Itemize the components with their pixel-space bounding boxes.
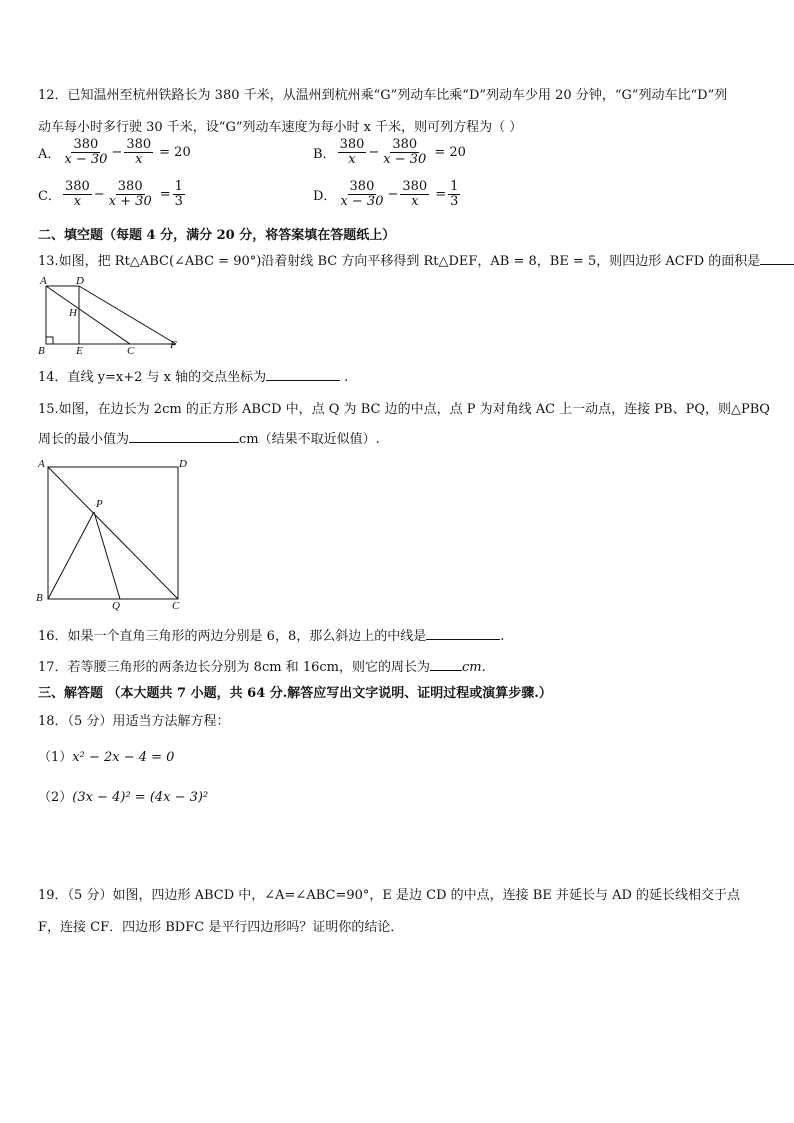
- q17-end: cm.: [461, 660, 486, 675]
- fraction-denominator: x: [411, 194, 419, 210]
- q17-prompt: 17．若等腰三角形的两条边长分别为 8cm 和 16cm，则它的周长为: [38, 660, 430, 675]
- label-b: B: [36, 592, 43, 604]
- option-label: D．: [313, 189, 337, 205]
- label-c: C: [172, 600, 180, 612]
- label-d: D: [76, 275, 84, 287]
- q16-end: .: [500, 629, 505, 644]
- q18-part1-equation: x² − 2x − 4 = 0: [72, 750, 175, 765]
- q19-line2: F，连接 CF．四边形 BDFC 是平行四边形吗？证明你的结论．: [38, 920, 404, 935]
- equation-rhs: = 20: [434, 145, 466, 161]
- q13-text: [38, 250, 794, 269]
- q12-option-d[interactable]: [313, 180, 462, 210]
- fraction-numerator: 380: [126, 137, 152, 152]
- q16-text: [38, 625, 504, 644]
- fraction-numerator: 380: [402, 179, 428, 194]
- operator: −: [387, 187, 399, 203]
- fraction-numerator: 380: [392, 137, 418, 152]
- fraction-numerator: 380: [117, 179, 143, 194]
- q12-option-c[interactable]: [38, 180, 187, 210]
- q13-figure: [36, 274, 186, 358]
- label-a: A: [40, 275, 47, 287]
- label-e: E: [76, 345, 83, 357]
- q15-line1: 15.如图，在边长为 2cm 的正方形 ABCD 中，点 Q 为 BC 边的中点，点 P 为对角线 AC 上一动点，连接 PB、PQ，则△PBQ: [38, 402, 770, 417]
- q18-part1-label: （1）: [38, 750, 73, 765]
- label-p: P: [96, 498, 103, 510]
- fraction-denominator: x: [348, 152, 356, 168]
- q15-prompt: 周长的最小值为: [38, 432, 130, 447]
- operator: −: [93, 187, 105, 203]
- option-label: C．: [38, 189, 61, 205]
- fraction-numerator: 380: [349, 179, 375, 194]
- fraction-denominator: 3: [450, 194, 459, 210]
- section-solve-heading: 三、解答题 （本大题共 7 小题，共 64 分.解答应写出文字说明、证明过程或演算步骤.）: [38, 686, 552, 701]
- q15-answer-blank[interactable]: [129, 442, 239, 443]
- operator: −: [111, 145, 123, 161]
- q17-text: [38, 656, 486, 675]
- q18-title: 18．（5 分）用适当方法解方程：: [38, 714, 230, 729]
- fraction-numerator: 380: [73, 137, 99, 152]
- q12-line1: 12．已知温州至杭州铁路长为 380 千米，从温州到杭州乘“G”列动车比乘“D”列动车少用 20 分钟，“G”列动车比“D”列: [38, 88, 728, 103]
- fraction-numerator: 1: [450, 179, 459, 194]
- label-b: B: [38, 345, 45, 357]
- option-label: A．: [38, 147, 61, 163]
- q18-part1: [38, 746, 174, 765]
- label-q: Q: [112, 600, 120, 612]
- q12-option-a[interactable]: [38, 138, 191, 168]
- q12-line2: 动车每小时多行驶 30 千米，设“G”列动车速度为每小时 x 千米，则可列方程为（ ）: [38, 120, 523, 135]
- q19-line1: 19．（5 分）如图，四边形 ABCD 中，∠A=∠ABC=90°，E 是边 CD 的中点，连接 BE 并延长与 AD 的延长线相交于点: [38, 888, 741, 903]
- label-f: F: [170, 339, 177, 351]
- q18-part2: [38, 786, 208, 805]
- q13-prompt: 13.如图，把 Rt△ABC(∠ABC = 90°)沿着射线 BC 方向平移得到 Rt△DEF，AB = 8，BE = 5，则四边形 ACFD 的面积是: [38, 254, 761, 269]
- q13-answer-blank[interactable]: [760, 264, 794, 265]
- equals-sign: =: [159, 187, 171, 203]
- q14-answer-blank[interactable]: [266, 380, 340, 381]
- equation-rhs: = 20: [159, 145, 191, 161]
- option-label: B．: [313, 147, 336, 163]
- q15-figure: [34, 455, 198, 615]
- q14-text: [38, 366, 348, 385]
- fraction-denominator: x − 30: [340, 194, 384, 210]
- label-c: C: [127, 345, 135, 357]
- fraction-denominator: x: [73, 194, 82, 210]
- q12-option-b[interactable]: [313, 138, 466, 168]
- operator: −: [368, 145, 380, 161]
- q15-end: cm（结果不取近似值）.: [239, 432, 380, 447]
- fraction-numerator: 380: [339, 137, 365, 152]
- q17-answer-blank[interactable]: [430, 670, 462, 671]
- equals-sign: =: [435, 187, 447, 203]
- q16-prompt: 16．如果一个直角三角形的两边分别是 6，8，那么斜边上的中线是: [38, 629, 427, 644]
- q15-line2: [38, 428, 380, 447]
- fraction-numerator: 380: [64, 179, 90, 194]
- fraction-denominator: x − 30: [383, 152, 427, 168]
- section-fill-in-heading: 二、填空题（每题 4 分，满分 20 分，将答案填在答题纸上）: [38, 228, 396, 243]
- q18-part2-label: （2）: [38, 790, 73, 805]
- q14-prompt: 14．直线 y=x+2 与 x 轴的交点坐标为: [38, 370, 267, 385]
- fraction-numerator: 1: [174, 179, 183, 194]
- label-d: D: [179, 458, 187, 470]
- q18-part2-equation: (3x − 4)² = (4x − 3)²: [72, 790, 209, 805]
- label-a: A: [38, 458, 45, 470]
- fraction-denominator: x + 30: [108, 194, 152, 210]
- fraction-denominator: x: [135, 152, 143, 168]
- fraction-denominator: x − 30: [64, 152, 108, 168]
- label-h: H: [69, 307, 77, 319]
- q14-end: .: [344, 370, 349, 385]
- q16-answer-blank[interactable]: [426, 639, 500, 640]
- fraction-denominator: 3: [174, 194, 183, 210]
